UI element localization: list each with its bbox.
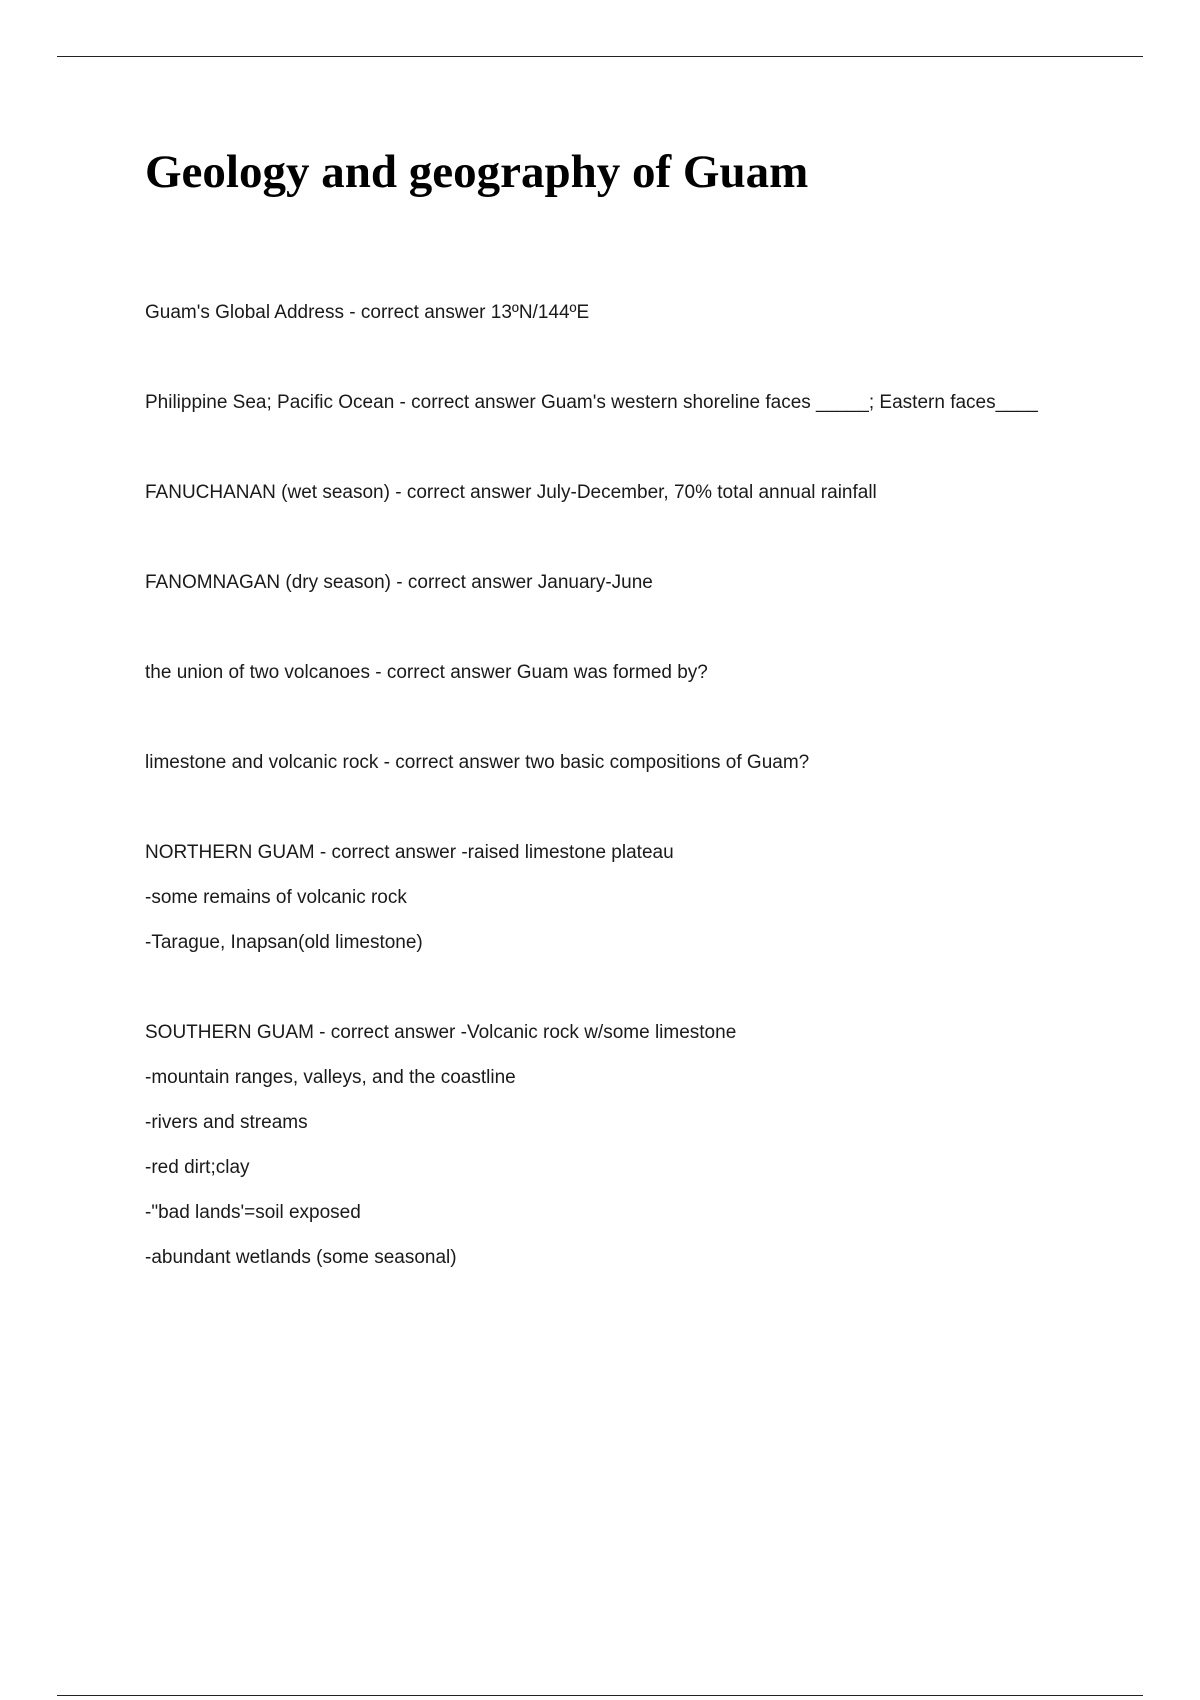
entry-line: -some remains of volcanic rock [145,887,407,908]
entry-line: -rivers and streams [145,1112,308,1133]
entry-line: SOUTHERN GUAM - correct answer -Volcanic rock w/some limestone [145,1022,737,1043]
entry-line: -red dirt;clay [145,1157,250,1178]
flashcard-entry [145,470,1155,515]
flashcard-entry [145,290,1155,335]
entry-line: FANOMNAGAN (dry season) - correct answer January-June [145,572,653,593]
flashcard-entry [145,560,1155,605]
bottom-rule [57,1695,1143,1696]
flashcard-entry [145,650,1155,695]
top-rule [57,56,1143,57]
entry-line: FANUCHANAN (wet season) - correct answer July-December, 70% total annual rainfall [145,482,877,503]
entry-line: -mountain ranges, valleys, and the coastline [145,1067,516,1088]
entry-line: Guam's Global Address - correct answer 13ºN/144ºE [145,302,590,323]
entry-line: NORTHERN GUAM - correct answer -raised limestone plateau [145,842,674,863]
flashcard-entry [145,830,1155,965]
page-title: Geology and geography of Guam [145,146,809,198]
entry-line: -abundant wetlands (some seasonal) [145,1247,457,1268]
entry-line: limestone and volcanic rock - correct answer two basic compositions of Guam? [145,752,810,773]
flashcard-entry [145,1010,1155,1280]
flashcard-list [145,290,1155,1325]
entry-line: -Tarague, Inapsan(old limestone) [145,932,423,953]
entry-line: Philippine Sea; Pacific Ocean - correct answer Guam's western shoreline faces _____; Eastern faces____ [145,392,1038,413]
entry-line: the union of two volcanoes - correct answer Guam was formed by? [145,662,708,683]
entry-line: -"bad lands'=soil exposed [145,1202,361,1223]
flashcard-entry [145,380,1155,425]
flashcard-entry [145,740,1155,785]
